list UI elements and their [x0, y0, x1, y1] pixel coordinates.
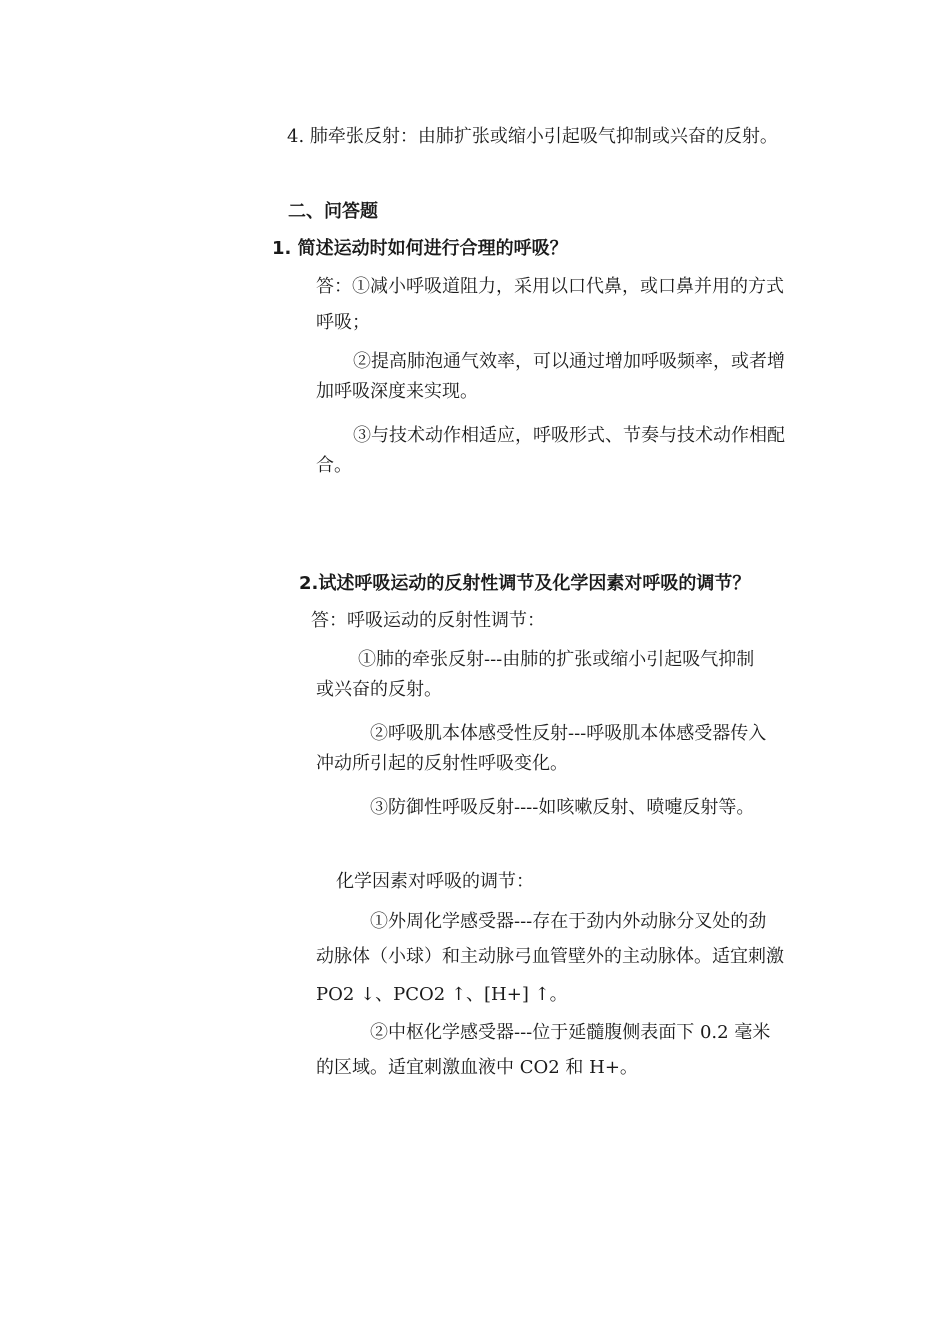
q2-reflex-1-line-2: 或兴奋的反射。	[316, 679, 442, 700]
q1-answer-2-line-2: 加呼吸深度来实现。	[316, 381, 478, 402]
q2-answer-intro: 答：呼吸运动的反射性调节：	[311, 610, 545, 631]
q2-chemical-1-line-1: ①外周化学感受器---存在于劲内外动脉分叉处的劲	[370, 911, 767, 932]
q2-reflex-1-line-1: ①肺的牵张反射---由肺的扩张或缩小引起吸气抑制	[358, 649, 755, 670]
q2-chemical-2-line-2: 的区域。适宜刺激血液中 CO2 和 H+。	[316, 1057, 638, 1078]
q1-answer-2-line-1: ②提高肺泡通气效率，可以通过增加呼吸频率，或者增	[353, 351, 785, 372]
q2-reflex-2-line-2: 冲动所引起的反射性呼吸变化。	[316, 753, 568, 774]
section-title: 二、问答题	[288, 201, 378, 222]
item-4-text: 4. 肺牵张反射：由肺扩张或缩小引起吸气抑制或兴奋的反射。	[287, 126, 778, 147]
q1-answer-1-line-2: 呼吸；	[316, 312, 370, 333]
q1-answer-3-line-1: ③与技术动作相适应，呼吸形式、节奏与技术动作相配	[353, 425, 785, 446]
q1-answer-1-line-1: 答：①减小呼吸道阻力，采用以口代鼻，或口鼻并用的方式	[316, 276, 784, 297]
q1-answer-3-line-2: 合。	[316, 455, 352, 476]
q2-reflex-2-line-1: ②呼吸肌本体感受性反射---呼吸肌本体感受器传入	[370, 723, 767, 744]
q2-chemical-title: 化学因素对呼吸的调节：	[336, 871, 534, 892]
q2-chemical-1-line-2: 动脉体（小球）和主动脉弓血管壁外的主动脉体。适宜刺激	[316, 946, 784, 967]
q2-chemical-1-line-3: PO2 ↓、PCO2 ↑、[H+] ↑。	[316, 984, 568, 1005]
question-1-title: 1. 简述运动时如何进行合理的呼吸？	[272, 238, 568, 259]
question-2-title: 2.试述呼吸运动的反射性调节及化学因素对呼吸的调节？	[299, 573, 751, 594]
q2-chemical-2-line-1: ②中枢化学感受器---位于延髓腹侧表面下 0.2 毫米	[370, 1022, 771, 1043]
q2-reflex-3-line-1: ③防御性呼吸反射----如咳嗽反射、喷嚏反射等。	[370, 797, 755, 818]
